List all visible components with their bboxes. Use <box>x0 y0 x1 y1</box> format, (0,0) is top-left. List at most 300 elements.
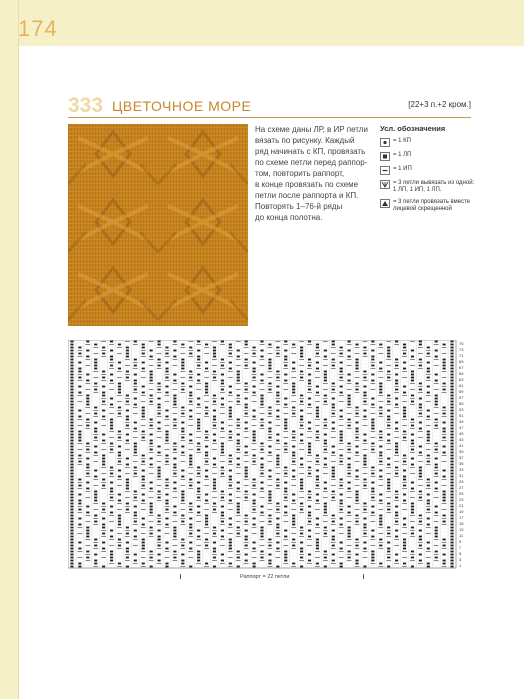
knit-stitch-mark <box>70 557 73 559</box>
knit-stitch-mark <box>284 380 287 382</box>
knit-stitch-mark <box>450 395 453 397</box>
knit-stitch-mark <box>94 560 97 562</box>
knit-stitch-mark <box>213 551 216 553</box>
knit-stitch-mark <box>110 359 113 361</box>
knit-stitch-mark <box>435 506 438 508</box>
knit-stitch-mark <box>134 560 137 562</box>
knit-stitch-mark <box>411 440 414 442</box>
knit-stitch-mark <box>443 359 446 361</box>
knit-stitch-mark <box>181 545 184 547</box>
knit-stitch-mark <box>387 350 390 352</box>
knit-stitch-mark <box>395 341 398 343</box>
knit-stitch-mark <box>70 539 73 541</box>
knit-stitch-mark <box>450 383 453 385</box>
knit-stitch-mark <box>395 422 398 424</box>
knit-stitch-mark <box>110 380 113 382</box>
knit-stitch-mark <box>78 371 81 373</box>
knit-stitch-mark <box>419 344 422 346</box>
knit-stitch-mark <box>403 416 406 418</box>
knit-stitch-mark <box>189 566 192 568</box>
knit-stitch-mark <box>371 404 374 406</box>
knit-stitch-mark <box>173 530 176 532</box>
knit-stitch-mark <box>427 386 430 388</box>
knit-stitch-mark <box>268 389 271 391</box>
knit-stitch-mark <box>150 395 153 397</box>
knit-stitch-mark <box>213 395 216 397</box>
knit-stitch-mark <box>395 380 398 382</box>
knit-stitch-mark <box>355 554 358 556</box>
knit-stitch-mark <box>118 539 121 541</box>
knit-stitch-mark <box>229 344 232 346</box>
knit-stitch-mark <box>70 422 73 424</box>
knit-stitch-mark <box>173 401 176 403</box>
knit-stitch-mark <box>150 551 153 553</box>
knit-stitch-mark <box>110 449 113 451</box>
knit-stitch-mark <box>276 485 279 487</box>
knit-stitch-mark <box>213 434 216 436</box>
knit-stitch-mark <box>308 389 311 391</box>
knit-stitch-mark <box>110 536 113 538</box>
knit-stitch-mark <box>332 473 335 475</box>
knit-stitch-mark <box>70 392 73 394</box>
knit-stitch-mark <box>450 560 453 562</box>
knit-stitch-mark <box>70 473 73 475</box>
knit-stitch-mark <box>411 449 414 451</box>
knit-stitch-mark <box>316 476 319 478</box>
knit-stitch-mark <box>189 434 192 436</box>
knit-stitch-mark <box>173 467 176 469</box>
knit-stitch-mark <box>229 563 232 565</box>
knit-stitch-mark <box>450 449 453 451</box>
knit-stitch-mark <box>387 479 390 481</box>
knit-stitch-mark <box>213 482 216 484</box>
knit-stitch-mark <box>245 428 248 430</box>
knit-stitch-mark <box>395 428 398 430</box>
knit-stitch-mark <box>157 515 160 517</box>
knit-stitch-mark <box>245 446 248 448</box>
knit-stitch-mark <box>435 458 438 460</box>
knit-stitch-mark <box>70 371 73 373</box>
knit-stitch-mark <box>419 545 422 547</box>
knit-stitch-mark <box>134 341 137 343</box>
knit-stitch-mark <box>142 392 145 394</box>
knit-stitch-mark <box>245 383 248 385</box>
knit-stitch-mark <box>173 506 176 508</box>
repeat-end-tick <box>363 574 364 579</box>
knit-stitch-mark <box>411 464 414 466</box>
knit-stitch-mark <box>419 497 422 499</box>
knit-stitch-mark <box>70 389 73 391</box>
knitting-chart <box>68 340 470 572</box>
knit-stitch-mark <box>379 500 382 502</box>
knit-stitch-mark <box>102 434 105 436</box>
row-number-label: 15 <box>459 520 464 526</box>
knit-stitch-mark <box>379 455 382 457</box>
knit-stitch-mark <box>419 554 422 556</box>
knit-stitch-mark <box>292 362 295 364</box>
knit-stitch-mark <box>102 485 105 487</box>
knit-stitch-mark <box>332 560 335 562</box>
knit-stitch-mark <box>355 476 358 478</box>
knit-stitch-mark <box>387 356 390 358</box>
knit-stitch-mark <box>126 419 129 421</box>
knit-stitch-mark <box>260 482 263 484</box>
knit-stitch-mark <box>229 548 232 550</box>
knit-stitch-mark <box>427 485 430 487</box>
knit-stitch-mark <box>395 536 398 538</box>
knit-stitch-mark <box>387 371 390 373</box>
knit-stitch-mark <box>308 560 311 562</box>
knit-stitch-mark <box>300 419 303 421</box>
description-line: до конца полотна. <box>255 213 323 222</box>
knit-stitch-mark <box>237 377 240 379</box>
knit-stitch-mark <box>229 542 232 544</box>
knit-stitch-mark <box>403 410 406 412</box>
knit-stitch-mark <box>363 518 366 520</box>
knit-stitch-mark <box>173 482 176 484</box>
knit-stitch-mark <box>229 500 232 502</box>
knit-stitch-mark <box>134 443 137 445</box>
knit-stitch-mark <box>395 374 398 376</box>
knit-stitch-mark <box>213 557 216 559</box>
knit-stitch-mark <box>86 467 89 469</box>
knit-stitch-mark <box>181 446 184 448</box>
knit-stitch-mark <box>221 515 224 517</box>
knit-stitch-mark <box>70 527 73 529</box>
knit-stitch-mark <box>78 455 81 457</box>
knit-stitch-mark <box>86 527 89 529</box>
knit-stitch-mark <box>435 374 438 376</box>
knit-stitch-mark <box>78 509 81 511</box>
knit-stitch-mark <box>284 398 287 400</box>
knit-stitch-mark <box>316 563 319 565</box>
knit-stitch-mark <box>94 413 97 415</box>
knit-stitch-mark <box>94 470 97 472</box>
knit-stitch-mark <box>237 419 240 421</box>
knit-stitch-mark <box>102 353 105 355</box>
knit-stitch-mark <box>70 470 73 472</box>
knit-stitch-mark <box>316 392 319 394</box>
knit-stitch-mark <box>387 542 390 544</box>
knit-stitch-mark <box>110 467 113 469</box>
knit-stitch-mark <box>150 488 153 490</box>
knit-stitch-mark <box>252 377 255 379</box>
knit-stitch-mark <box>70 458 73 460</box>
knit-stitch-mark <box>379 545 382 547</box>
knit-stitch-mark <box>284 341 287 343</box>
knit-stitch-mark <box>150 533 153 535</box>
knit-stitch-mark <box>348 473 351 475</box>
knit-stitch-mark <box>268 494 271 496</box>
knit-stitch-mark <box>205 476 208 478</box>
knit-stitch-mark <box>70 386 73 388</box>
knit-stitch-mark <box>189 371 192 373</box>
knit-stitch-mark <box>205 518 208 520</box>
knit-stitch-mark <box>134 521 137 523</box>
knit-stitch-mark <box>292 392 295 394</box>
knit-stitch-mark <box>221 374 224 376</box>
knit-stitch-mark <box>165 479 168 481</box>
knit-stitch-mark <box>450 431 453 433</box>
knit-stitch-mark <box>245 413 248 415</box>
knit-stitch-mark <box>419 407 422 409</box>
knit-stitch-mark <box>395 452 398 454</box>
knit-stitch-mark <box>94 368 97 370</box>
knit-stitch-mark <box>205 500 208 502</box>
knit-stitch-mark <box>419 560 422 562</box>
knit-stitch-mark <box>363 416 366 418</box>
knit-stitch-mark <box>197 359 200 361</box>
knit-stitch-mark <box>355 497 358 499</box>
knit-stitch-mark <box>221 497 224 499</box>
row-number-label: 35 <box>459 460 464 466</box>
knit-stitch-mark <box>403 500 406 502</box>
knit-stitch-mark <box>443 500 446 502</box>
knit-stitch-mark <box>252 542 255 544</box>
knit-stitch-mark <box>268 500 271 502</box>
knit-stitch-mark <box>395 473 398 475</box>
knit-stitch-mark <box>205 446 208 448</box>
knit-stitch-mark <box>165 371 168 373</box>
knit-stitch-mark <box>371 419 374 421</box>
knit-stitch-mark <box>197 512 200 514</box>
knit-stitch-mark <box>86 536 89 538</box>
knit-stitch-mark <box>237 434 240 436</box>
knit-stitch-mark <box>348 395 351 397</box>
knit-stitch-mark <box>245 530 248 532</box>
knit-stitch-mark <box>450 371 453 373</box>
knit-stitch-mark <box>300 542 303 544</box>
knit-stitch-mark <box>260 506 263 508</box>
knit-stitch-mark <box>260 398 263 400</box>
knit-stitch-mark <box>229 545 232 547</box>
knit-stitch-mark <box>292 455 295 457</box>
knit-stitch-mark <box>189 386 192 388</box>
knit-stitch-mark <box>276 458 279 460</box>
knit-stitch-mark <box>427 416 430 418</box>
knit-stitch-mark <box>221 467 224 469</box>
description-line: по схеме петли перед раппор- <box>255 158 368 167</box>
knit-stitch-mark <box>142 461 145 463</box>
knit-stitch-mark <box>102 533 105 535</box>
knit-stitch-mark <box>450 458 453 460</box>
knit-stitch-mark <box>395 443 398 445</box>
knit-stitch-mark <box>324 533 327 535</box>
knit-stitch-mark <box>450 467 453 469</box>
knit-stitch-mark <box>316 410 319 412</box>
knit-stitch-mark <box>150 425 153 427</box>
knit-stitch-mark <box>86 419 89 421</box>
knit-stitch-mark <box>450 500 453 502</box>
knit-stitch-mark <box>292 461 295 463</box>
knit-stitch-mark <box>332 470 335 472</box>
knit-stitch-mark <box>245 407 248 409</box>
knit-stitch-mark <box>126 482 129 484</box>
knit-stitch-mark <box>363 503 366 505</box>
knit-stitch-mark <box>150 356 153 358</box>
knit-stitch-mark <box>300 557 303 559</box>
knit-stitch-mark <box>70 554 73 556</box>
knit-stitch-mark <box>268 362 271 364</box>
knit-stitch-mark <box>221 422 224 424</box>
knit-stitch-mark <box>419 452 422 454</box>
knit-stitch-mark <box>427 410 430 412</box>
knit-stitch-mark <box>395 446 398 448</box>
knit-stitch-mark <box>427 494 430 496</box>
knit-stitch-mark <box>173 350 176 352</box>
legend-label: = 3 петли вывязать из одной: 1 ЛП, 1 ИП, 1 ЛП. <box>393 180 475 193</box>
knit-stitch-mark <box>157 341 160 343</box>
knit-stitch-mark <box>78 440 81 442</box>
knit-stitch-mark <box>300 548 303 550</box>
knit-stitch-mark <box>237 512 240 514</box>
knit-stitch-mark <box>150 380 153 382</box>
knit-stitch-mark <box>316 524 319 526</box>
knit-stitch-mark <box>284 425 287 427</box>
knit-stitch-mark <box>379 407 382 409</box>
knit-stitch-mark <box>340 566 343 568</box>
row-number-label: 41 <box>459 442 464 448</box>
knit-stitch-mark <box>221 521 224 523</box>
row-number-label: 25 <box>459 490 464 496</box>
knit-stitch-mark <box>443 521 446 523</box>
knit-stitch-mark <box>126 350 129 352</box>
knit-stitch-mark <box>419 383 422 385</box>
knit-stitch-mark <box>189 461 192 463</box>
knit-stitch-mark <box>181 521 184 523</box>
row-number-label: 61 <box>459 382 464 388</box>
knit-stitch-mark <box>450 539 453 541</box>
knit-stitch-mark <box>94 521 97 523</box>
knit-stitch-mark <box>102 371 105 373</box>
knit-stitch-mark <box>427 368 430 370</box>
knit-stitch-mark <box>268 428 271 430</box>
knit-stitch-mark <box>395 404 398 406</box>
knit-stitch-mark <box>316 542 319 544</box>
knit-stitch-mark <box>324 551 327 553</box>
knit-stitch-mark <box>268 497 271 499</box>
knit-stitch-mark <box>324 527 327 529</box>
knit-stitch-mark <box>150 449 153 451</box>
knit-stitch-mark <box>118 392 121 394</box>
knit-stitch-mark <box>387 548 390 550</box>
knit-stitch-mark <box>213 377 216 379</box>
knit-stitch-mark <box>102 347 105 349</box>
knit-stitch-mark <box>181 383 184 385</box>
knit-stitch-mark <box>371 554 374 556</box>
knit-stitch-mark <box>102 386 105 388</box>
knit-stitch-mark <box>443 497 446 499</box>
knit-stitch-mark <box>403 455 406 457</box>
knit-stitch-mark <box>110 404 113 406</box>
knit-stitch-mark <box>443 344 446 346</box>
knit-stitch-mark <box>308 554 311 556</box>
knit-stitch-mark <box>450 536 453 538</box>
knit-stitch-mark <box>86 482 89 484</box>
knit-stitch-mark <box>387 410 390 412</box>
knit-stitch-mark <box>70 551 73 553</box>
knit-stitch-mark <box>268 368 271 370</box>
knit-stitch-mark <box>110 428 113 430</box>
knit-stitch-mark <box>340 485 343 487</box>
knit-stitch-mark <box>324 356 327 358</box>
knit-stitch-mark <box>205 431 208 433</box>
knit-stitch-mark <box>189 455 192 457</box>
row-number-label: 53 <box>459 406 464 412</box>
knit-stitch-mark <box>173 536 176 538</box>
knit-stitch-mark <box>450 464 453 466</box>
knit-stitch-mark <box>427 434 430 436</box>
knit-stitch-mark <box>229 479 232 481</box>
knit-stitch-mark <box>221 446 224 448</box>
knit-stitch-mark <box>419 446 422 448</box>
knit-stitch-mark <box>142 416 145 418</box>
knit-stitch-mark <box>126 557 129 559</box>
knit-stitch-mark <box>70 509 73 511</box>
knit-stitch-mark <box>292 521 295 523</box>
knit-stitch-mark <box>102 566 105 568</box>
knit-stitch-mark <box>332 539 335 541</box>
knit-stitch-mark <box>229 386 232 388</box>
knit-stitch-mark <box>110 512 113 514</box>
knit-stitch-mark <box>363 434 366 436</box>
knit-stitch-mark <box>316 500 319 502</box>
knit-stitch-mark <box>118 476 121 478</box>
page-gutter <box>0 0 19 699</box>
knit-stitch-mark <box>229 518 232 520</box>
knit-stitch-mark <box>173 425 176 427</box>
knit-stitch-mark <box>181 368 184 370</box>
top-band <box>0 0 524 46</box>
knit-stitch-mark <box>363 386 366 388</box>
knit-stitch-mark <box>427 518 430 520</box>
knit-stitch-mark <box>189 533 192 535</box>
knit-stitch-mark <box>387 416 390 418</box>
knit-stitch-mark <box>86 401 89 403</box>
knit-stitch-mark <box>276 386 279 388</box>
knit-stitch-mark <box>371 422 374 424</box>
knit-stitch-mark <box>252 566 255 568</box>
knit-stitch-mark <box>411 503 414 505</box>
knit-stitch-mark <box>134 515 137 517</box>
knit-stitch-mark <box>260 512 263 514</box>
knit-stitch-mark <box>181 515 184 517</box>
knit-stitch-mark <box>70 497 73 499</box>
knit-stitch-mark <box>308 341 311 343</box>
knit-stitch-mark <box>379 563 382 565</box>
knit-stitch-mark <box>94 563 97 565</box>
knit-stitch-mark <box>284 443 287 445</box>
knit-stitch-mark <box>363 527 366 529</box>
knit-stitch-mark <box>379 518 382 520</box>
knit-stitch-mark <box>70 491 73 493</box>
knit-stitch-mark <box>268 545 271 547</box>
knit-stitch-mark <box>118 470 121 472</box>
knit-stitch-mark <box>252 509 255 511</box>
knit-stitch-mark <box>70 443 73 445</box>
knit-stitch-mark <box>411 557 414 559</box>
knit-stitch-mark <box>316 353 319 355</box>
knit-stitch-mark <box>165 437 168 439</box>
knit-stitch-mark <box>110 365 113 367</box>
knit-stitch-mark <box>355 368 358 370</box>
header-rule <box>68 117 471 118</box>
knit-stitch-mark <box>355 491 358 493</box>
knit-stitch-mark <box>70 476 73 478</box>
knit-stitch-mark <box>308 515 311 517</box>
knit-stitch-mark <box>387 488 390 490</box>
knit-stitch-mark <box>379 437 382 439</box>
